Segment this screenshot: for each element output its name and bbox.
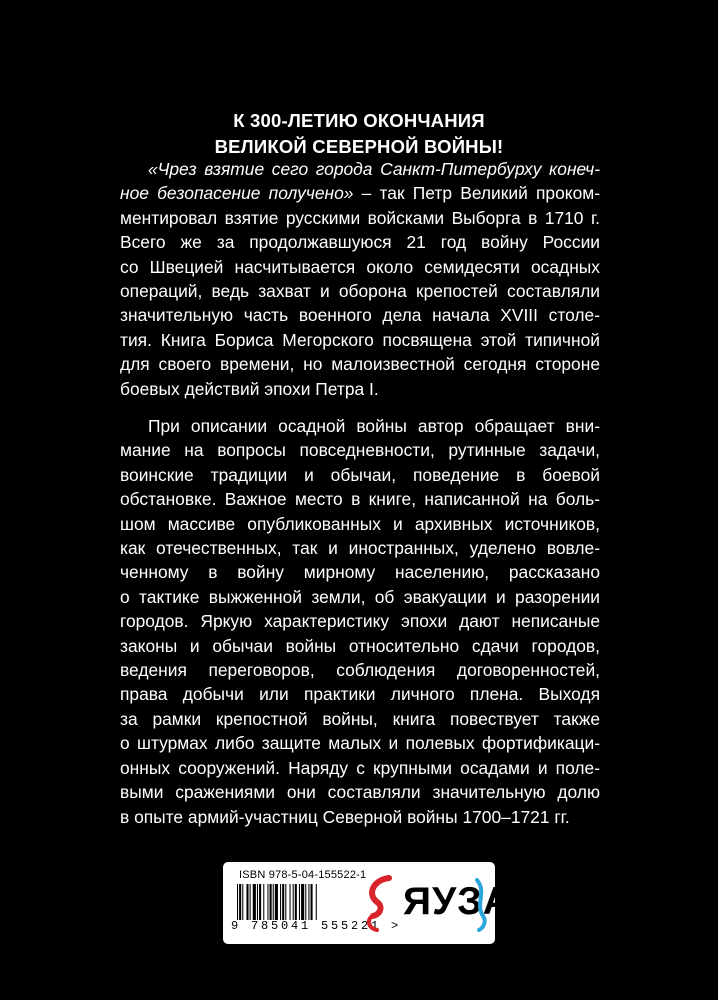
barcode-bar xyxy=(237,884,238,920)
quote-attribution: – так Петр Великий проком- xyxy=(353,183,600,204)
barcode-bar xyxy=(273,884,274,920)
text-line: ментировал взятие русскими войсками Выборга в 1710 г. xyxy=(120,207,600,228)
barcode-bar xyxy=(246,884,248,920)
barcode-bar xyxy=(285,884,286,920)
text-line: мание на вопросы повседневности, рутинные задачи, xyxy=(120,440,600,461)
text-line: воинские традиции и обычаи, поведение в боевой xyxy=(120,464,600,485)
barcode-bar xyxy=(270,884,272,920)
barcode-bar xyxy=(282,884,284,920)
barcode-bar xyxy=(295,884,297,920)
text-line: выми сражениями они составляли значительную долю xyxy=(120,782,600,803)
heading-line-2: ВЕЛИКОЙ СЕВЕРНОЙ ВОЙНЫ! xyxy=(214,136,504,157)
quote-end: ное безопасение получено» xyxy=(120,183,354,204)
barcode-bar xyxy=(299,884,300,920)
text-line: При описании осадной войны автор обращает вни- xyxy=(148,416,600,436)
text-line: ведения переговоров, соблюдения договоренностей, xyxy=(120,660,600,681)
text-line: за рамки крепостной войны, книга повествует также xyxy=(120,708,600,729)
barcode-bar xyxy=(253,884,256,920)
barcode-bar xyxy=(263,884,264,920)
text-line: для своего времени, но малоизвестной сегодня стороне xyxy=(120,354,600,375)
barcode-bar xyxy=(290,884,291,920)
text-line: ченному в войну мирному населению, рассказано xyxy=(120,562,600,583)
barcode-bar xyxy=(308,884,309,920)
text-line: о штурмах либо защите малых и полевых фортификаци- xyxy=(120,733,600,754)
text-line: шом массиве опубликованных и архивных источников, xyxy=(120,513,600,534)
barcode-bar xyxy=(275,884,278,920)
heading-line-1: К 300-ЛЕТИЮ ОКОНЧАНИЯ xyxy=(233,110,485,131)
isbn-text: ISBN 978-5-04-155522-1 xyxy=(239,869,367,881)
publisher-wave-icon xyxy=(473,878,489,932)
blurb-paragraph-1 xyxy=(120,157,600,401)
text-line: тия. Книга Бориса Мегорского посвящена этой типичной xyxy=(120,329,600,350)
barcode-bar xyxy=(301,884,304,920)
blurb-heading xyxy=(0,108,718,160)
publisher-logo xyxy=(363,872,512,936)
barcode-bar xyxy=(257,884,258,920)
text-line: как отечественных, так и иностранных, уделено вовле- xyxy=(120,538,600,559)
barcode-bar xyxy=(311,884,313,920)
quote-line: «Чрез взятие сего города Санкт-Питербурху конеч- xyxy=(148,159,600,179)
text-line: о тактике выжженной земли, об эвакуации и разорении xyxy=(120,586,600,607)
publisher-logo-text: ЯУЗА xyxy=(403,880,512,923)
barcode-bar xyxy=(293,884,294,920)
barcode-bar xyxy=(280,884,281,920)
barcode-bar xyxy=(239,884,241,920)
publisher-swirl-icon xyxy=(363,874,403,934)
barcode-digits: 9 785041 555221 > xyxy=(231,919,402,933)
text-line: обстановке. Важное место в книге, написанной на боль- xyxy=(120,489,600,510)
barcode-bar xyxy=(267,884,268,920)
text-line: городов. Яркую характеристику эпохи дают неписаные xyxy=(120,611,600,632)
barcode-bar xyxy=(305,884,306,920)
barcode-label xyxy=(223,862,512,944)
text-line: законы и обычаи войны относительно сдачи городов, xyxy=(120,635,600,656)
blurb-paragraph-2 xyxy=(120,414,600,829)
barcode-bar xyxy=(242,884,243,920)
text-line: боевых действий эпохи Петра I. xyxy=(120,378,379,399)
text-line: значительную часть военного дела начала XVIII столе- xyxy=(120,305,600,326)
barcode-bar xyxy=(250,884,251,920)
barcode-bar xyxy=(316,884,317,920)
text-line: Всего же за продолжавшуюся 21 год войну России xyxy=(120,232,600,253)
text-line: права добычи или практики личного плена. Выходя xyxy=(120,684,600,705)
text-line: со Швецией насчитывается около семидесяти осадных xyxy=(120,256,600,277)
text-line: в опыте армий-участниц Северной войны 1700–1721 гг. xyxy=(120,806,570,827)
barcode xyxy=(237,884,355,920)
text-line: онных сооружений. Наряду с крупными осадами и поле- xyxy=(120,757,600,778)
text-line: операций, ведь захват и оборона крепостей составляли xyxy=(120,281,600,302)
text-line xyxy=(120,181,600,205)
barcode-bar xyxy=(259,884,261,920)
